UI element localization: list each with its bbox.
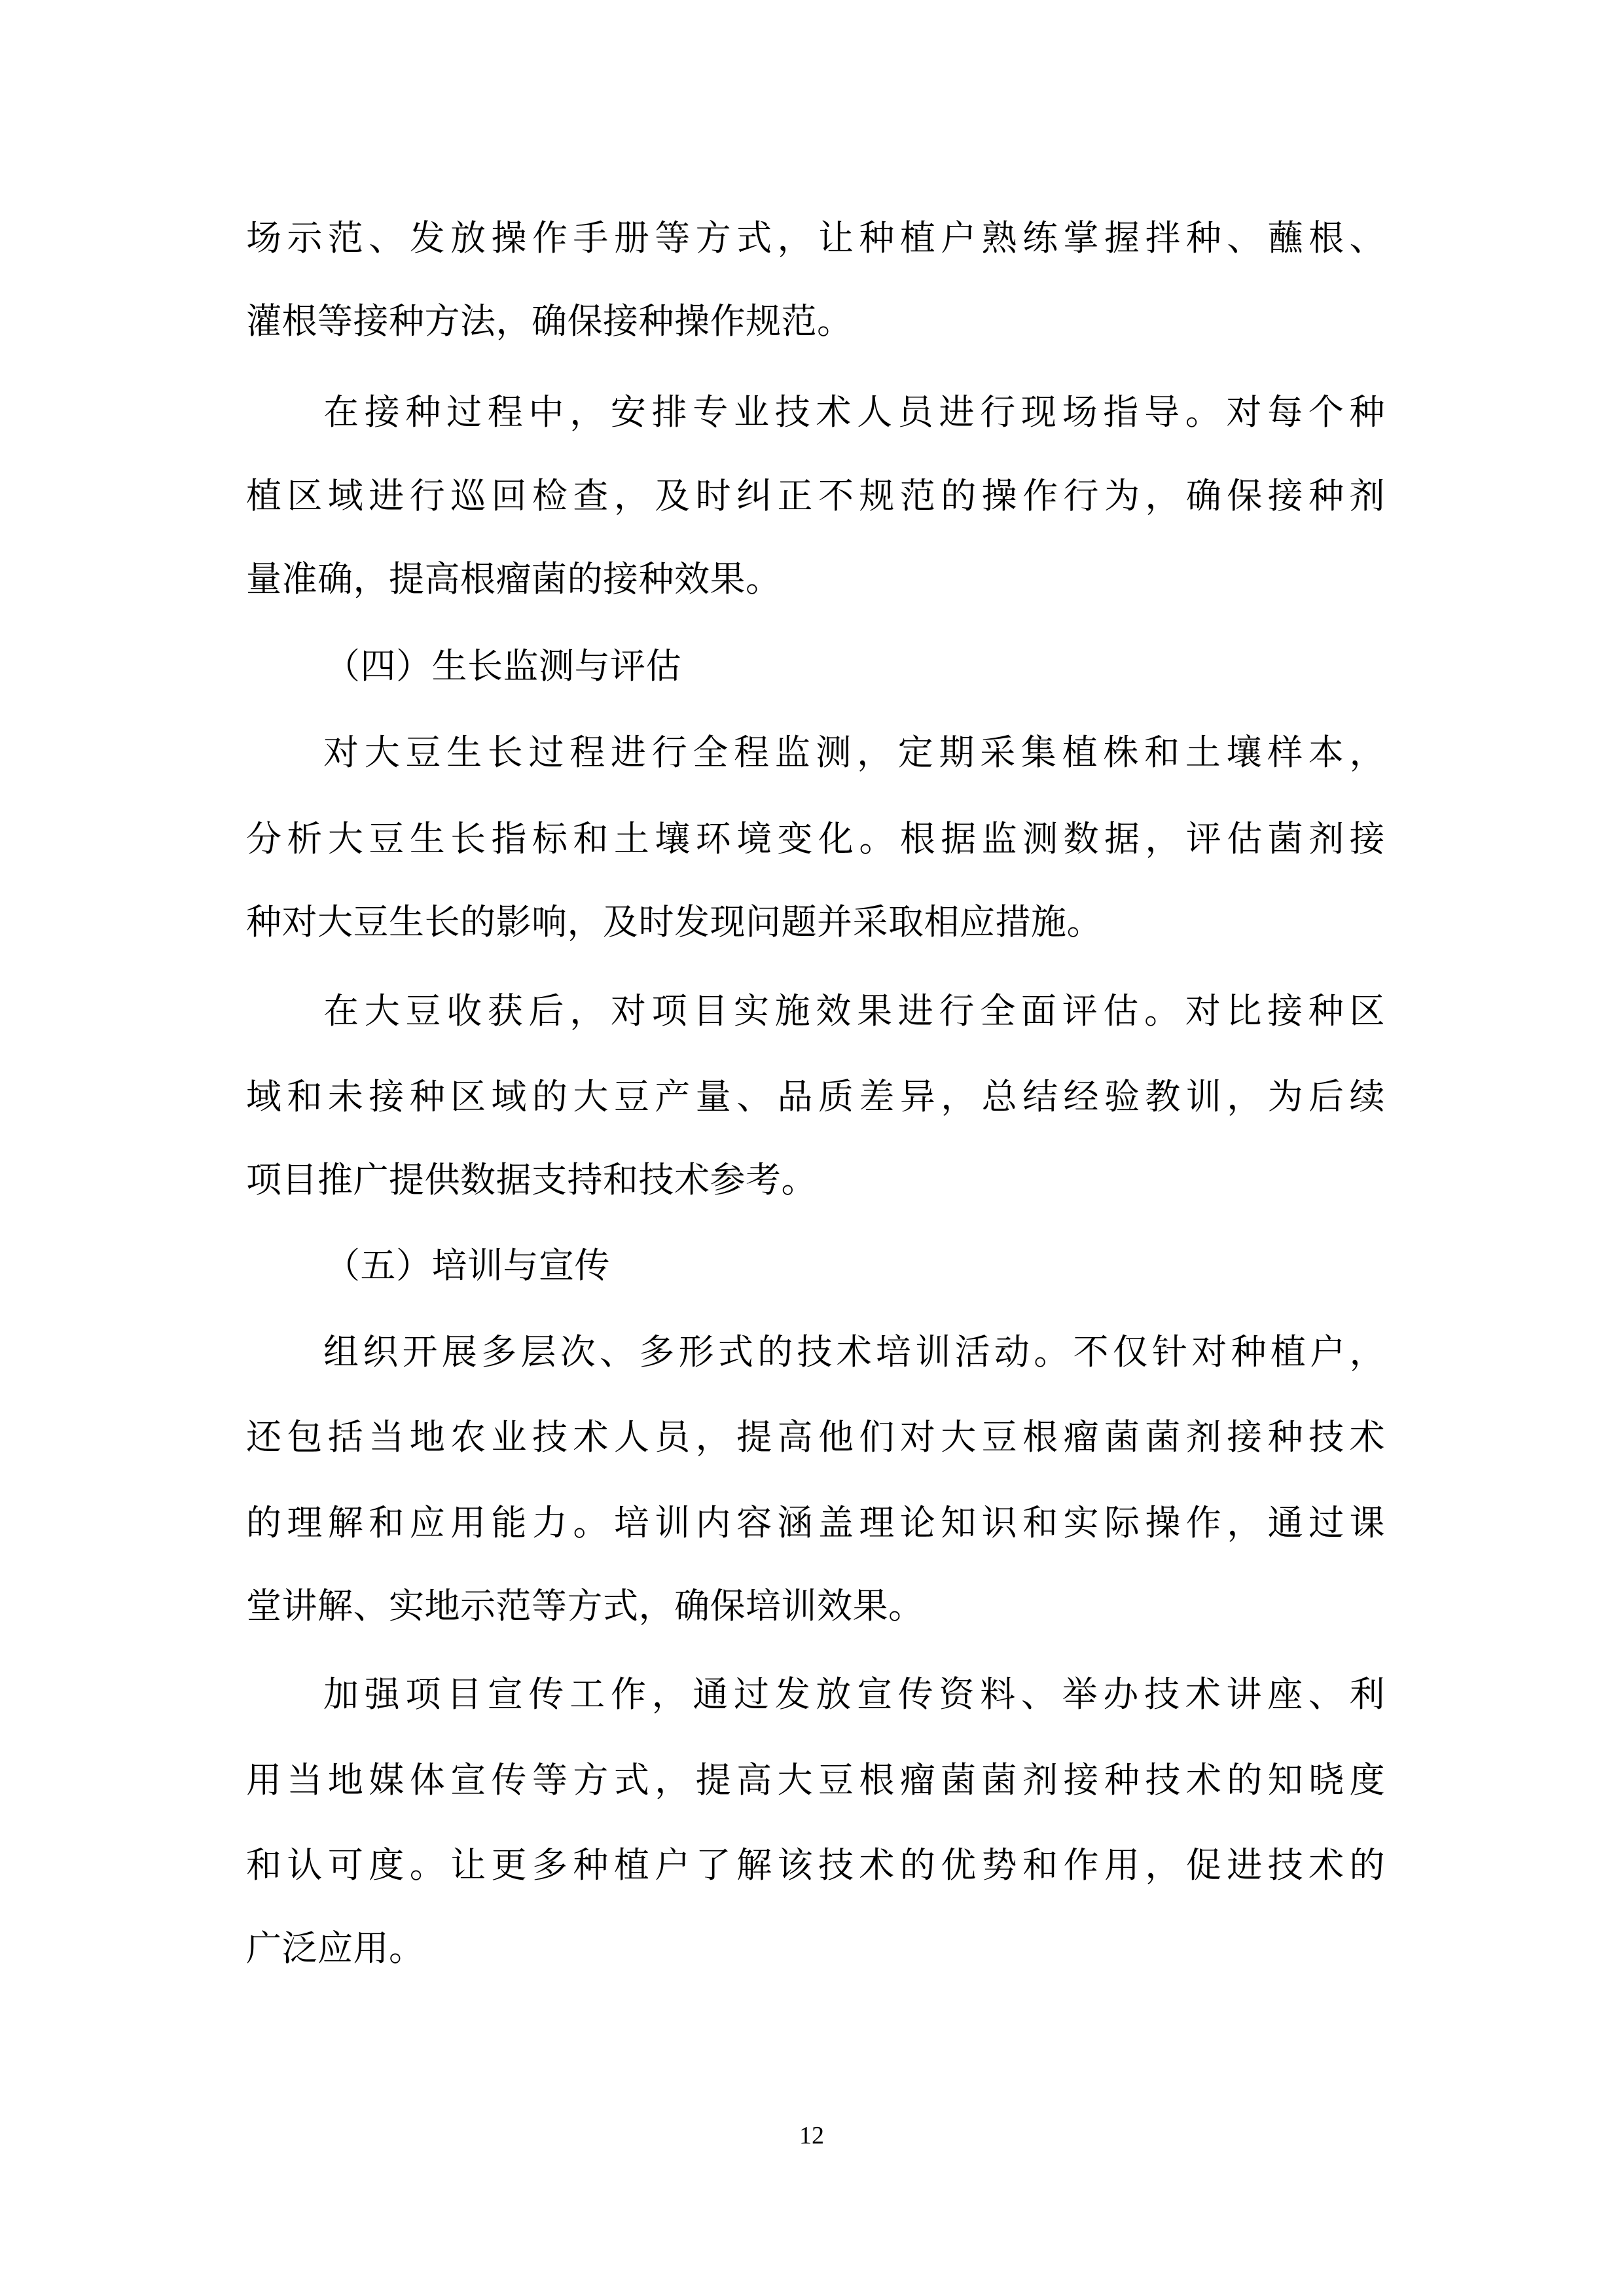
body-line-8: 分析大豆生长指标和土壤环境变化。根据监测数据，评估菌剂接 [246,818,1385,859]
body-line-10: 在大豆收获后，对项目实施效果进行全面评估。对比接种区 [323,990,1385,1031]
section-heading-4: （四）生长监测与评估 [325,645,681,687]
body-line-4: 植区域进行巡回检查，及时纠正不规范的操作行为，确保接种剂 [246,475,1385,516]
body-line-1: 场示范、发放操作手册等方式，让种植户熟练掌握拌种、蘸根、 [246,217,1385,259]
body-line-5: 量准确，提高根瘤菌的接种效果。 [246,558,782,600]
body-line-14: 组织开展多层次、多形式的技术培训活动。不仅针对种植户， [323,1331,1385,1372]
body-line-15: 还包括当地农业技术人员，提高他们对大豆根瘤菌菌剂接种技术 [246,1416,1385,1458]
body-line-19: 用当地媒体宣传等方式，提高大豆根瘤菌菌剂接种技术的知晓度 [246,1759,1385,1801]
body-line-3: 在接种过程中，安排专业技术人员进行现场指导。对每个种 [323,391,1385,433]
body-line-11: 域和未接种区域的大豆产量、品质差异，总结经验教训，为后续 [246,1076,1385,1117]
body-line-18: 加强项目宣传工作，通过发放宣传资料、举办技术讲座、利 [323,1674,1385,1715]
body-line-9: 种对大豆生长的影响，及时发现问题并采取相应措施。 [246,901,1102,942]
page-number: 12 [799,2122,824,2149]
body-line-2: 灌根等接种方法，确保接种操作规范。 [246,300,853,342]
body-line-20: 和认可度。让更多种植户了解该技术的优势和作用，促进技术的 [246,1844,1385,1886]
section-heading-5: （五）培训与宣传 [325,1245,610,1286]
body-line-12: 项目推广提供数据支持和技术参考。 [246,1159,817,1200]
body-line-21: 广泛应用。 [246,1928,425,1969]
body-line-7: 对大豆生长过程进行全程监测，定期采集植株和土壤样本， [323,732,1385,773]
body-line-16: 的理解和应用能力。培训内容涵盖理论知识和实际操作，通过课 [246,1502,1385,1543]
body-line-17: 堂讲解、实地示范等方式，确保培训效果。 [246,1585,924,1626]
